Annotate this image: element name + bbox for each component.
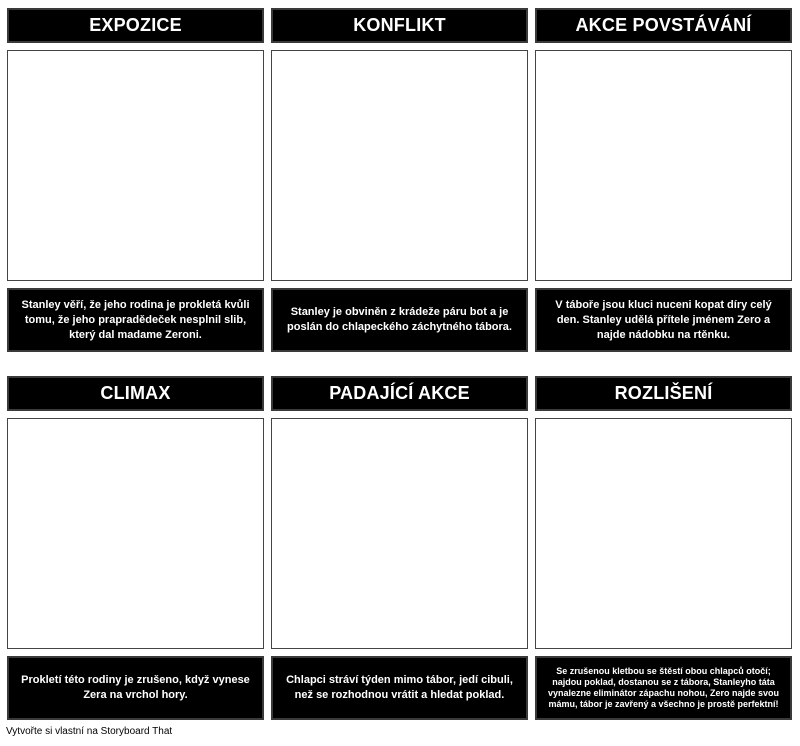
cell-caption: V táboře jsou kluci nuceni kopat díry celý den. Stanley udělá přítele jménem Zero a najde nádobku na rtěnku. bbox=[535, 288, 792, 352]
storyboard-cell-falling-action bbox=[271, 376, 528, 720]
cell-caption: Chlapci stráví týden mimo tábor, jedí cibuli, než se rozhodnou vrátit a hledat poklad. bbox=[271, 656, 528, 720]
cell-title: EXPOZICE bbox=[7, 8, 264, 43]
storyboard-cell-resolution bbox=[535, 376, 792, 720]
storyboard-cell-rising-action bbox=[535, 8, 792, 352]
storyboard-row-1 bbox=[7, 8, 793, 352]
cell-caption: Prokletí této rodiny je zrušeno, když vynese Zera na vrchol hory. bbox=[7, 656, 264, 720]
storyboard-row-2 bbox=[7, 376, 793, 720]
storyboard-cell-conflict bbox=[271, 8, 528, 352]
cell-title: ROZLIŠENÍ bbox=[535, 376, 792, 411]
cell-caption: Stanley je obviněn z krádeže páru bot a je poslán do chlapeckého záchytného tábora. bbox=[271, 288, 528, 352]
storyboard-cell-exposition bbox=[7, 8, 264, 352]
cell-caption: Se zrušenou kletbou se štěstí obou chlapců otočí; najdou poklad, dostanou se z tábora, Stanleyho táta vynalezne eliminátor zápachu nohou, Zero najde svou mámu, tábor je zavřený a všechno je prostě perfektní! bbox=[535, 656, 792, 720]
cell-title: KONFLIKT bbox=[271, 8, 528, 43]
footer-credit: Vytvořte si vlastní na Storyboard That bbox=[6, 726, 173, 737]
cell-title: AKCE POVSTÁVÁNÍ bbox=[535, 8, 792, 43]
cell-image-panel[interactable] bbox=[7, 418, 264, 649]
cell-image-panel[interactable] bbox=[7, 50, 264, 281]
cell-image-panel[interactable] bbox=[271, 50, 528, 281]
cell-title: PADAJÍCÍ AKCE bbox=[271, 376, 528, 411]
cell-image-panel[interactable] bbox=[535, 50, 792, 281]
cell-image-panel[interactable] bbox=[535, 418, 792, 649]
cell-image-panel[interactable] bbox=[271, 418, 528, 649]
storyboard-cell-climax bbox=[7, 376, 264, 720]
cell-caption: Stanley věří, že jeho rodina je prokletá kvůli tomu, že jeho prapradědeček nesplnil slib, který dal madame Zeroni. bbox=[7, 288, 264, 352]
cell-title: CLIMAX bbox=[7, 376, 264, 411]
